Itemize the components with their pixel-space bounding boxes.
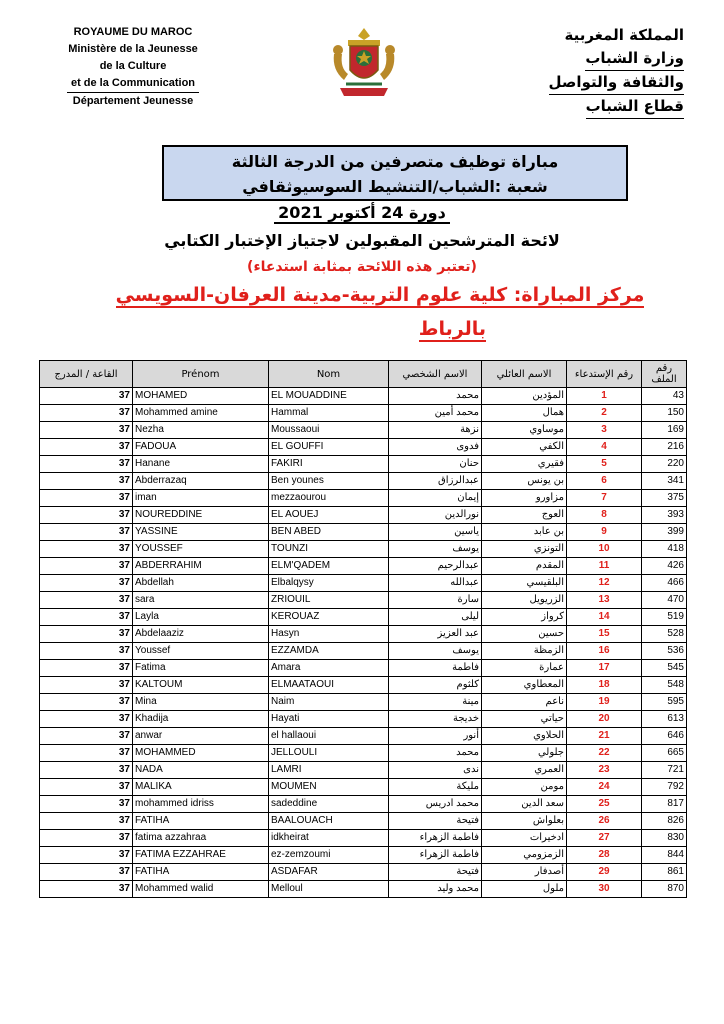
cell-num-convocation: 22 bbox=[567, 745, 642, 762]
cell-salle: 37 bbox=[40, 745, 133, 762]
cell-salle: 37 bbox=[40, 694, 133, 711]
header-left-french bbox=[38, 24, 228, 110]
convocation-note: (تعتبر هذه اللائحة بمثابة استدعاء) bbox=[247, 259, 477, 275]
cell-prenom: iman bbox=[133, 490, 269, 507]
cell-prenom: Nezha bbox=[133, 422, 269, 439]
header-left-line5: Département Jeunesse bbox=[72, 95, 194, 107]
cell-prenom-ar: محمد ادريس bbox=[389, 796, 482, 813]
cell-num-dossier: 844 bbox=[642, 847, 687, 864]
cell-num-convocation: 20 bbox=[567, 711, 642, 728]
table-row bbox=[40, 592, 687, 609]
cell-prenom-ar: عبدالرزاق bbox=[389, 473, 482, 490]
cell-num-dossier: 528 bbox=[642, 626, 687, 643]
cell-nom: ZRIOUIL bbox=[269, 592, 389, 609]
table-row bbox=[40, 847, 687, 864]
table-row bbox=[40, 830, 687, 847]
cell-num-dossier: 43 bbox=[642, 388, 687, 405]
cell-num-dossier: 216 bbox=[642, 439, 687, 456]
header-left-line1: ROYAUME DU MAROC bbox=[73, 26, 193, 38]
cell-prenom-ar: فاطمة الزهراء bbox=[389, 847, 482, 864]
table-row bbox=[40, 813, 687, 830]
cell-nom-ar: حياتي bbox=[482, 711, 567, 728]
cell-salle: 37 bbox=[40, 830, 133, 847]
cell-nom: EL AOUEJ bbox=[269, 507, 389, 524]
header-right-arabic bbox=[494, 24, 684, 119]
cell-num-convocation: 6 bbox=[567, 473, 642, 490]
cell-prenom-ar: مليكة bbox=[389, 779, 482, 796]
cell-num-convocation: 26 bbox=[567, 813, 642, 830]
cell-nom-ar: بن عابد bbox=[482, 524, 567, 541]
cell-num-convocation: 19 bbox=[567, 694, 642, 711]
cell-nom-ar: ملول bbox=[482, 881, 567, 898]
cell-nom-ar: همال bbox=[482, 405, 567, 422]
cell-nom: ELMAATAOUI bbox=[269, 677, 389, 694]
cell-prenom: NOUREDDINE bbox=[133, 507, 269, 524]
cell-nom: ez-zemzoumi bbox=[269, 847, 389, 864]
cell-num-convocation: 14 bbox=[567, 609, 642, 626]
cell-nom: TOUNZI bbox=[269, 541, 389, 558]
cell-prenom: Abderrazaq bbox=[133, 473, 269, 490]
cell-prenom: mohammed idriss bbox=[133, 796, 269, 813]
cell-salle: 37 bbox=[40, 456, 133, 473]
exam-center bbox=[80, 284, 680, 306]
cell-salle: 37 bbox=[40, 643, 133, 660]
cell-num-convocation: 30 bbox=[567, 881, 642, 898]
cell-num-convocation: 21 bbox=[567, 728, 642, 745]
exam-center-line2: بالرباط bbox=[418, 318, 486, 340]
cell-num-dossier: 613 bbox=[642, 711, 687, 728]
cell-num-dossier: 830 bbox=[642, 830, 687, 847]
table-row bbox=[40, 609, 687, 626]
header-right-line1: المملكة المغربية bbox=[564, 26, 684, 44]
table-row bbox=[40, 677, 687, 694]
cell-nom: BEN ABED bbox=[269, 524, 389, 541]
cell-nom-ar: بعلواش bbox=[482, 813, 567, 830]
table-row bbox=[40, 507, 687, 524]
cell-salle: 37 bbox=[40, 813, 133, 830]
col-header-salle: القاعة / المدرج bbox=[40, 361, 133, 388]
cell-prenom-ar: فاطمة الزهراء bbox=[389, 830, 482, 847]
col-header-num-convocation: رقم الإستدعاء bbox=[567, 361, 642, 388]
cell-nom-ar: المقدم bbox=[482, 558, 567, 575]
cell-num-convocation: 8 bbox=[567, 507, 642, 524]
cell-salle: 37 bbox=[40, 796, 133, 813]
cell-salle: 37 bbox=[40, 711, 133, 728]
cell-prenom: FATIMA EZZAHRAE bbox=[133, 847, 269, 864]
cell-nom-ar: العوج bbox=[482, 507, 567, 524]
cell-nom: EL GOUFFI bbox=[269, 439, 389, 456]
cell-nom: KEROUAZ bbox=[269, 609, 389, 626]
cell-prenom: MOHAMED bbox=[133, 388, 269, 405]
cell-prenom: MOHAMMED bbox=[133, 745, 269, 762]
cell-nom: Ben younes bbox=[269, 473, 389, 490]
cell-nom-ar: البلقيسي bbox=[482, 575, 567, 592]
cell-prenom-ar: عبدالرحيم bbox=[389, 558, 482, 575]
cell-nom-ar: ادخيرات bbox=[482, 830, 567, 847]
table-row bbox=[40, 762, 687, 779]
cell-nom: Amara bbox=[269, 660, 389, 677]
cell-prenom-ar: كلثوم bbox=[389, 677, 482, 694]
cell-salle: 37 bbox=[40, 762, 133, 779]
cell-prenom: KALTOUM bbox=[133, 677, 269, 694]
cell-num-dossier: 470 bbox=[642, 592, 687, 609]
cell-salle: 37 bbox=[40, 405, 133, 422]
cell-prenom-ar: أنور bbox=[389, 728, 482, 745]
cell-num-convocation: 4 bbox=[567, 439, 642, 456]
header-left-line2: Ministère de la Jeunesse bbox=[68, 43, 198, 55]
cell-num-convocation: 23 bbox=[567, 762, 642, 779]
cell-num-dossier: 721 bbox=[642, 762, 687, 779]
table-body bbox=[40, 388, 687, 898]
cell-num-convocation: 13 bbox=[567, 592, 642, 609]
session-date bbox=[0, 203, 724, 222]
table-row bbox=[40, 456, 687, 473]
cell-num-dossier: 519 bbox=[642, 609, 687, 626]
cell-salle: 37 bbox=[40, 575, 133, 592]
cell-nom: MOUMEN bbox=[269, 779, 389, 796]
cell-salle: 37 bbox=[40, 473, 133, 490]
cell-num-dossier: 426 bbox=[642, 558, 687, 575]
table-header-row bbox=[40, 361, 687, 388]
cell-num-dossier: 418 bbox=[642, 541, 687, 558]
cell-prenom-ar: مينة bbox=[389, 694, 482, 711]
cell-nom-ar: المؤدين bbox=[482, 388, 567, 405]
cell-salle: 37 bbox=[40, 609, 133, 626]
exam-center-line1: مركز المباراة: كلية علوم التربية-مدينة العرفان-السويسي bbox=[115, 284, 645, 306]
cell-salle: 37 bbox=[40, 660, 133, 677]
cell-salle: 37 bbox=[40, 677, 133, 694]
cell-num-convocation: 9 bbox=[567, 524, 642, 541]
cell-prenom-ar: إيمان bbox=[389, 490, 482, 507]
cell-salle: 37 bbox=[40, 881, 133, 898]
cell-nom: idkheirat bbox=[269, 830, 389, 847]
cell-num-dossier: 646 bbox=[642, 728, 687, 745]
cell-prenom-ar: محمد bbox=[389, 388, 482, 405]
cell-prenom-ar: خديجة bbox=[389, 711, 482, 728]
cell-salle: 37 bbox=[40, 541, 133, 558]
cell-prenom: Khadija bbox=[133, 711, 269, 728]
cell-num-convocation: 7 bbox=[567, 490, 642, 507]
header-left-line3: de la Culture bbox=[99, 60, 167, 72]
cell-nom: Melloul bbox=[269, 881, 389, 898]
cell-num-convocation: 5 bbox=[567, 456, 642, 473]
cell-salle: 37 bbox=[40, 626, 133, 643]
col-header-nom: Nom bbox=[269, 361, 389, 388]
table-row bbox=[40, 626, 687, 643]
table-row bbox=[40, 745, 687, 762]
cell-prenom-ar: فتيحة bbox=[389, 813, 482, 830]
cell-nom: ASDAFAR bbox=[269, 864, 389, 881]
cell-prenom: YASSINE bbox=[133, 524, 269, 541]
cell-salle: 37 bbox=[40, 558, 133, 575]
cell-salle: 37 bbox=[40, 422, 133, 439]
cell-nom-ar: كرواز bbox=[482, 609, 567, 626]
cell-prenom-ar: يوسف bbox=[389, 643, 482, 660]
title-line1: مباراة توظيف متصرفين من الدرجة الثالثة bbox=[231, 152, 559, 171]
cell-prenom: MALIKA bbox=[133, 779, 269, 796]
header-left-line4: et de la Communication bbox=[67, 75, 199, 93]
cell-prenom-ar: محمد bbox=[389, 745, 482, 762]
cell-num-convocation: 3 bbox=[567, 422, 642, 439]
cell-prenom: Mohammed amine bbox=[133, 405, 269, 422]
cell-num-dossier: 150 bbox=[642, 405, 687, 422]
cell-num-dossier: 792 bbox=[642, 779, 687, 796]
session-date-text: دورة 24 أكتوبر 2021 bbox=[274, 203, 450, 224]
cell-num-convocation: 11 bbox=[567, 558, 642, 575]
candidates-table bbox=[39, 360, 687, 898]
table-row bbox=[40, 711, 687, 728]
cell-prenom-ar: ياسين bbox=[389, 524, 482, 541]
cell-nom: LAMRI bbox=[269, 762, 389, 779]
title-box bbox=[162, 145, 628, 201]
header-right-line3: والثقافة والتواصل bbox=[549, 71, 684, 95]
exam-center-city bbox=[419, 318, 486, 340]
cell-num-convocation: 16 bbox=[567, 643, 642, 660]
cell-prenom-ar: فتيحة bbox=[389, 864, 482, 881]
cell-prenom-ar: فدوى bbox=[389, 439, 482, 456]
cell-num-convocation: 18 bbox=[567, 677, 642, 694]
cell-prenom: FATIHA bbox=[133, 864, 269, 881]
cell-num-dossier: 399 bbox=[642, 524, 687, 541]
table-row bbox=[40, 439, 687, 456]
header-right-line4: قطاع الشباب bbox=[586, 95, 684, 119]
coat-of-arms-icon bbox=[326, 24, 402, 102]
cell-salle: 37 bbox=[40, 779, 133, 796]
cell-nom-ar: أصدفار bbox=[482, 864, 567, 881]
cell-prenom: ABDERRAHIM bbox=[133, 558, 269, 575]
cell-prenom-ar: ليلى bbox=[389, 609, 482, 626]
cell-nom: BAALOUACH bbox=[269, 813, 389, 830]
cell-prenom: FADOUA bbox=[133, 439, 269, 456]
cell-num-dossier: 169 bbox=[642, 422, 687, 439]
cell-num-dossier: 393 bbox=[642, 507, 687, 524]
cell-nom-ar: موساوي bbox=[482, 422, 567, 439]
table-row bbox=[40, 405, 687, 422]
cell-prenom-ar: حنان bbox=[389, 456, 482, 473]
cell-salle: 37 bbox=[40, 728, 133, 745]
cell-num-convocation: 2 bbox=[567, 405, 642, 422]
cell-prenom: Mina bbox=[133, 694, 269, 711]
cell-nom: ELM'QADEM bbox=[269, 558, 389, 575]
cell-nom-ar: حسين bbox=[482, 626, 567, 643]
cell-nom: mezzaourou bbox=[269, 490, 389, 507]
cell-num-dossier: 548 bbox=[642, 677, 687, 694]
cell-nom-ar: الزمزومي bbox=[482, 847, 567, 864]
table-row bbox=[40, 575, 687, 592]
cell-nom-ar: جلولي bbox=[482, 745, 567, 762]
table-row bbox=[40, 694, 687, 711]
cell-nom-ar: بن يونس bbox=[482, 473, 567, 490]
cell-salle: 37 bbox=[40, 524, 133, 541]
cell-nom: Moussaoui bbox=[269, 422, 389, 439]
cell-nom: FAKIRI bbox=[269, 456, 389, 473]
cell-num-convocation: 25 bbox=[567, 796, 642, 813]
cell-nom-ar: سعد الدين bbox=[482, 796, 567, 813]
cell-prenom: Layla bbox=[133, 609, 269, 626]
cell-num-dossier: 536 bbox=[642, 643, 687, 660]
cell-nom-ar: ناعم bbox=[482, 694, 567, 711]
table-row bbox=[40, 473, 687, 490]
header-right-line2: وزارة الشباب bbox=[585, 47, 684, 71]
cell-prenom: YOUSSEF bbox=[133, 541, 269, 558]
col-header-prenom-ar: الاسم الشخصي bbox=[389, 361, 482, 388]
cell-num-convocation: 17 bbox=[567, 660, 642, 677]
cell-num-convocation: 15 bbox=[567, 626, 642, 643]
cell-nom: Elbalqysy bbox=[269, 575, 389, 592]
cell-nom: Naim bbox=[269, 694, 389, 711]
cell-prenom: fatima azzahraa bbox=[133, 830, 269, 847]
cell-prenom-ar: فاطمة bbox=[389, 660, 482, 677]
cell-nom: Hayati bbox=[269, 711, 389, 728]
col-header-nom-ar: الاسم العائلي bbox=[482, 361, 567, 388]
cell-num-dossier: 545 bbox=[642, 660, 687, 677]
cell-prenom-ar: نورالدين bbox=[389, 507, 482, 524]
cell-prenom-ar: سارة bbox=[389, 592, 482, 609]
cell-nom-ar: مومن bbox=[482, 779, 567, 796]
cell-num-dossier: 595 bbox=[642, 694, 687, 711]
cell-nom: el hallaoui bbox=[269, 728, 389, 745]
table-row bbox=[40, 660, 687, 677]
title-line2: شعبة :الشباب/التنشيط السوسيوثقافي bbox=[242, 177, 548, 196]
cell-nom-ar: العمري bbox=[482, 762, 567, 779]
cell-prenom: NADA bbox=[133, 762, 269, 779]
cell-salle: 37 bbox=[40, 388, 133, 405]
table-row bbox=[40, 779, 687, 796]
cell-num-convocation: 27 bbox=[567, 830, 642, 847]
cell-nom-ar: التونزي bbox=[482, 541, 567, 558]
cell-num-dossier: 826 bbox=[642, 813, 687, 830]
cell-num-dossier: 341 bbox=[642, 473, 687, 490]
cell-num-dossier: 220 bbox=[642, 456, 687, 473]
cell-prenom-ar: محمد أمين bbox=[389, 405, 482, 422]
cell-nom-ar: الكفي bbox=[482, 439, 567, 456]
table-row bbox=[40, 490, 687, 507]
cell-num-convocation: 28 bbox=[567, 847, 642, 864]
table-row bbox=[40, 422, 687, 439]
cell-salle: 37 bbox=[40, 439, 133, 456]
table-row bbox=[40, 643, 687, 660]
cell-nom-ar: الزريويل bbox=[482, 592, 567, 609]
table-row bbox=[40, 864, 687, 881]
cell-prenom: Youssef bbox=[133, 643, 269, 660]
cell-prenom: Mohammed walid bbox=[133, 881, 269, 898]
cell-nom-ar: الحلاوي bbox=[482, 728, 567, 745]
cell-num-dossier: 375 bbox=[642, 490, 687, 507]
cell-salle: 37 bbox=[40, 507, 133, 524]
cell-prenom: Abdelaaziz bbox=[133, 626, 269, 643]
list-title: لائحة المترشحين المقبولين لاجتياز الإختبار الكتابي bbox=[164, 231, 560, 250]
cell-num-dossier: 861 bbox=[642, 864, 687, 881]
cell-nom: Hasyn bbox=[269, 626, 389, 643]
table-row bbox=[40, 728, 687, 745]
cell-nom: Hammal bbox=[269, 405, 389, 422]
cell-salle: 37 bbox=[40, 490, 133, 507]
table-row bbox=[40, 558, 687, 575]
cell-prenom: Abdellah bbox=[133, 575, 269, 592]
cell-num-dossier: 870 bbox=[642, 881, 687, 898]
cell-nom-ar: عمارة bbox=[482, 660, 567, 677]
cell-prenom-ar: محمد وليد bbox=[389, 881, 482, 898]
cell-num-dossier: 466 bbox=[642, 575, 687, 592]
cell-num-dossier: 665 bbox=[642, 745, 687, 762]
cell-nom-ar: المعطاوي bbox=[482, 677, 567, 694]
cell-nom: sadeddine bbox=[269, 796, 389, 813]
cell-num-convocation: 1 bbox=[567, 388, 642, 405]
cell-num-dossier: 817 bbox=[642, 796, 687, 813]
cell-prenom-ar: يوسف bbox=[389, 541, 482, 558]
col-header-prenom: Prénom bbox=[133, 361, 269, 388]
cell-prenom: anwar bbox=[133, 728, 269, 745]
cell-salle: 37 bbox=[40, 592, 133, 609]
cell-num-convocation: 10 bbox=[567, 541, 642, 558]
cell-prenom: sara bbox=[133, 592, 269, 609]
cell-num-convocation: 24 bbox=[567, 779, 642, 796]
cell-salle: 37 bbox=[40, 864, 133, 881]
cell-nom-ar: الزمظة bbox=[482, 643, 567, 660]
cell-num-convocation: 12 bbox=[567, 575, 642, 592]
cell-prenom: Fatima bbox=[133, 660, 269, 677]
table-row bbox=[40, 524, 687, 541]
cell-prenom-ar: عبد العزيز bbox=[389, 626, 482, 643]
cell-nom-ar: مزاورو bbox=[482, 490, 567, 507]
cell-prenom-ar: نزهة bbox=[389, 422, 482, 439]
table-row bbox=[40, 881, 687, 898]
cell-nom: JELLOULI bbox=[269, 745, 389, 762]
table-row bbox=[40, 796, 687, 813]
table-row bbox=[40, 541, 687, 558]
cell-prenom: FATIHA bbox=[133, 813, 269, 830]
cell-num-convocation: 29 bbox=[567, 864, 642, 881]
cell-nom: EL MOUADDINE bbox=[269, 388, 389, 405]
cell-prenom-ar: ندى bbox=[389, 762, 482, 779]
cell-prenom: Hanane bbox=[133, 456, 269, 473]
cell-prenom-ar: عبدالله bbox=[389, 575, 482, 592]
cell-nom: EZZAMDA bbox=[269, 643, 389, 660]
col-header-num-dossier: رقم الملف bbox=[642, 361, 687, 388]
table-row bbox=[40, 388, 687, 405]
cell-salle: 37 bbox=[40, 847, 133, 864]
cell-nom-ar: فقيري bbox=[482, 456, 567, 473]
